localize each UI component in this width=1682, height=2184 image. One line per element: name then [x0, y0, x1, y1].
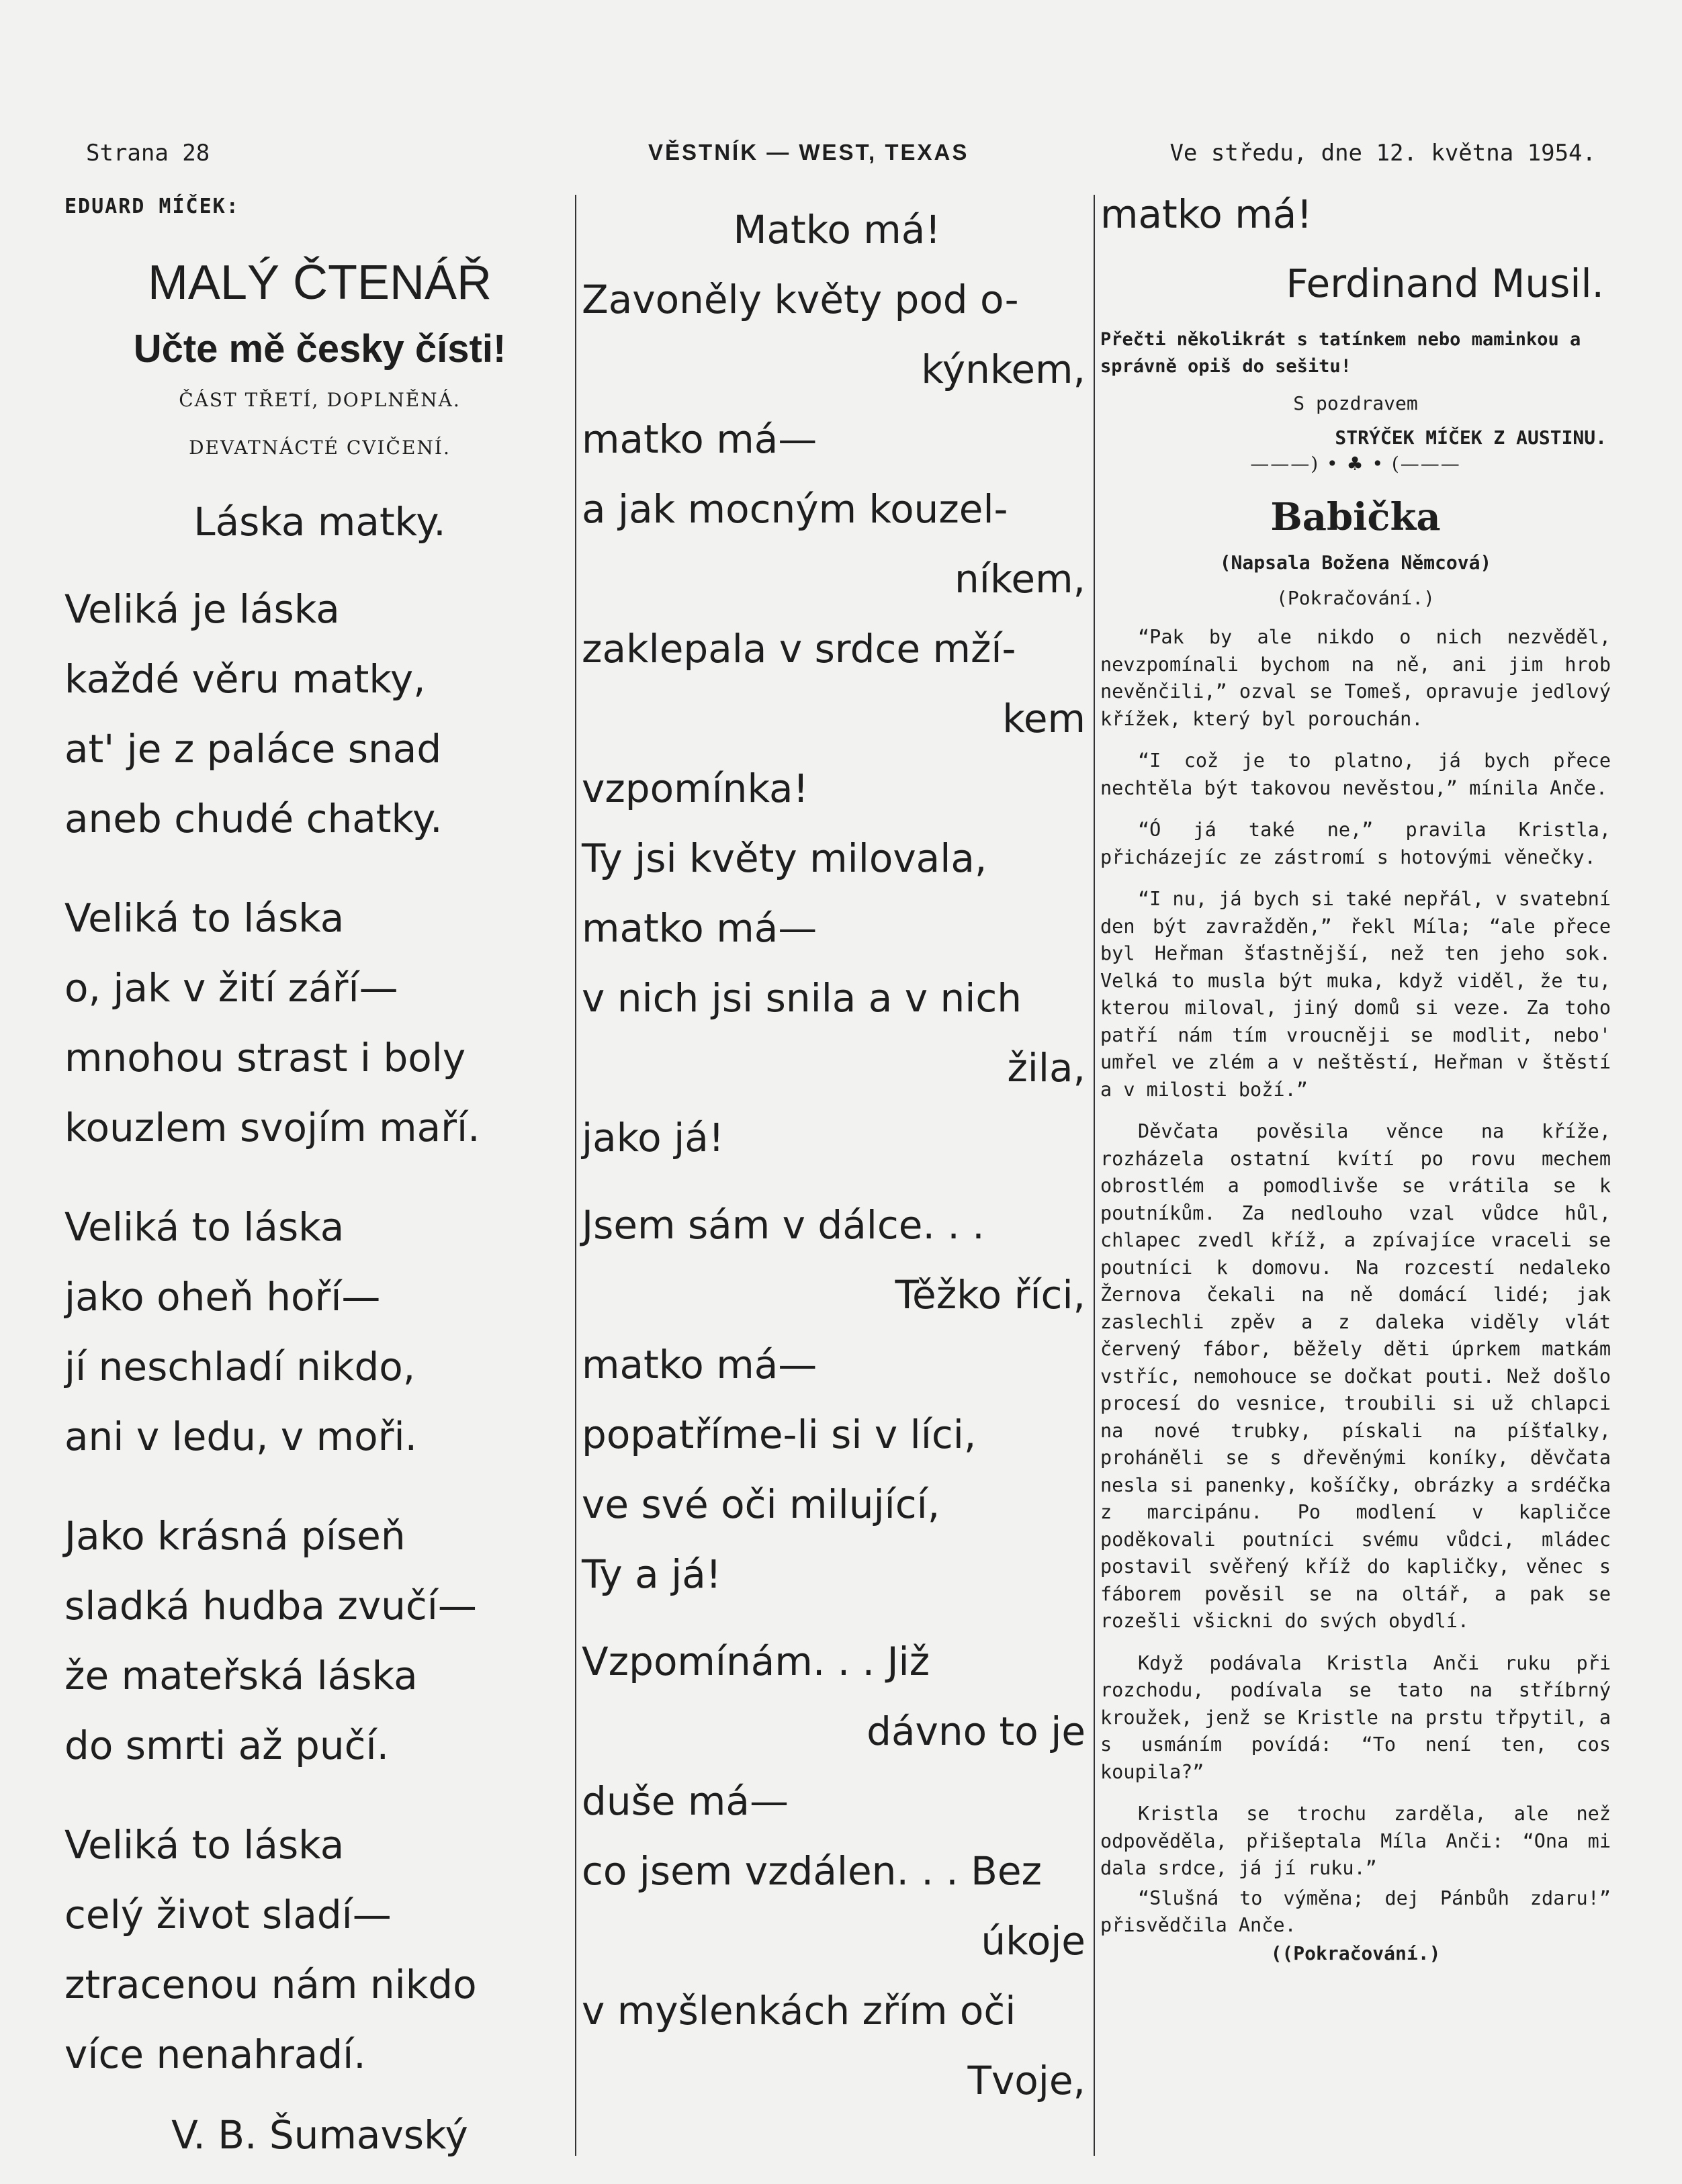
poem-line: jí neschladí nikdo,: [64, 1344, 416, 1390]
poem-line: mnohou strast i boly: [64, 1035, 466, 1081]
poem-line: Veliká to láska: [64, 1822, 345, 1868]
poem-line: at' je z paláce snad: [64, 726, 442, 772]
story-author: (Napsala Božena Němcová): [1219, 551, 1492, 574]
poem-signature: V. B. Šumavský: [171, 2112, 468, 2158]
ornament-divider: ———) • ♣ • (———: [1250, 453, 1461, 475]
poem-line: popatříme-li si v líci,: [582, 1412, 977, 1457]
poem-line: Tvoje,: [967, 2058, 1086, 2103]
story-paragraph: Děvčata pověsila věnce na kříže, rozházela ostatní kvítí po rovu mechem obrostlém a pomodlivše se vrátila se k poutníkům. Za nedlouho vzal vůdce hůl, chlapec zvedl kříž, a zpívajíce vraceli se poutníci k domovu. Na rozcestí nedaleko Žernova čekali na ně domácí lidé; jak zaslechli zpěv a z daleka viděly vlát červený fábor, běžely děti úprkem matkám vstříc, nemohouce se dočkat pouti. Než došlo procesí do vesnice, troubili si už chlapci na nové trubky, pískali na píšťalky, proháněli se s dřevěnými koníky, děvčata nesla si panenky, košíčky, obrázky a srdéčka z marcipánu. Po modlení v kapličce poděkovali poutníci svému vůdci, mládec postavil svěřený kříž do kapličky, věnec s fáborem pověsil se na oltář, a pak se rozešli všickni do svých obydlí.: [1100, 1120, 1611, 1632]
continuation-label: (Pokračování.): [1276, 587, 1435, 609]
continuation-end: ((Pokračování.): [1270, 1942, 1441, 1964]
poem-line: ani v ledu, v moři.: [64, 1414, 418, 1459]
poem-line: ztracenou nám nikdo: [64, 1962, 477, 2007]
poem-line: Veliká to láska: [64, 1204, 345, 1250]
column-story: [1100, 191, 1611, 1964]
poem-line: sladká hudba zvučí—: [64, 1583, 477, 1629]
column-reader: [64, 181, 575, 2158]
poem-line: matko má!: [1100, 191, 1313, 237]
issue-date: Ve středu, dne 12. května 1954.: [1169, 140, 1596, 167]
poem-line: v nich jsi snila a v nich: [582, 975, 1022, 1021]
page-header: [0, 140, 1682, 180]
part-label: ČÁST TŘETÍ, DOPLNĚNÁ.: [179, 389, 461, 411]
instruction-text: Přečti několikrát s tatínkem nebo maminkou a správně opiš do sešitu!: [1100, 329, 1581, 377]
poem-line: níkem,: [954, 556, 1086, 602]
poem-line: Ty a já!: [582, 1551, 722, 1597]
story-paragraph: “Pak by ale nikdo o nich nezvěděl, nevzpomínali bychom na ně, ani jim hrob nevěnčili,” ozval se Tomeš, opravuje jedlový křížek, který byl porouchán.: [1100, 626, 1611, 730]
poem-line: kem: [1002, 696, 1086, 741]
page-number: Strana 28: [86, 140, 210, 167]
poem-line: o, jak v žití září—: [64, 965, 398, 1011]
poem-line: dávno to je: [867, 1709, 1086, 1754]
section-subtitle: Učte mě česky čísti!: [133, 327, 506, 371]
poem-line: Veliká to láska: [64, 895, 345, 941]
story-paragraph: “Ó já také ne,” pravila Kristla, přicházejíc ze zástromí s hotovými věnečky.: [1100, 819, 1611, 868]
poem-line: úkoje: [981, 1918, 1086, 1964]
poem-line: jako oheň hoří—: [64, 1274, 381, 1320]
poem-line: co jsem vzdálen. . . Bez: [582, 1848, 1042, 1894]
poem-line: Veliká je láska: [64, 586, 340, 632]
story-paragraph: “I což je to platno, já bych přece nechtěla být takovou nevěstou,” mínila Anče.: [1100, 749, 1611, 799]
poem-line: matko má—: [582, 416, 817, 462]
poem-line: matko má—: [582, 1342, 817, 1387]
poem-line: Matko má!: [733, 207, 941, 253]
story-paragraph: Kristla se trochu zarděla, ale než odpověděla, přišeptala Míla Anči: “Ona mi dala srdce, já jí ruku.”: [1100, 1803, 1611, 1879]
poem-line: a jak mocným kouzel-: [582, 486, 1008, 532]
section-title: MALÝ ČTENÁŘ: [147, 256, 492, 310]
story-paragraph: Když podávala Kristla Anči ruku při rozchodu, podívala se tato na stříbrný kroužek, jenž se Kristle na prstu třpytil, a s usmáním povídá: “To není ten, cos koupila?”: [1100, 1651, 1611, 1783]
column-divider-left: [575, 195, 576, 2156]
poem-stanza: [64, 1501, 575, 1780]
story-title: Babička: [1270, 495, 1441, 539]
poem-stanza: [64, 1192, 575, 1471]
poem-line: každé věru matky,: [64, 656, 426, 702]
poem-line: Jsem sám v dálce. . .: [582, 1202, 985, 1248]
poem-stanza: [64, 574, 575, 854]
poem-line: že mateřská láska: [64, 1653, 418, 1698]
poem-line: jako já!: [582, 1115, 725, 1161]
poem-author: Ferdinand Musil.: [1286, 261, 1604, 306]
poem-line: do smrti až pučí.: [64, 1723, 390, 1768]
poem-line: kouzlem svojím maří.: [64, 1105, 480, 1150]
poem-line: Vzpomínám. . . Již: [582, 1639, 930, 1684]
poem-line: kýnkem,: [921, 347, 1086, 392]
column-author: EDUARD MÍČEK:: [64, 195, 240, 218]
poem-line: duše má—: [582, 1778, 789, 1824]
masthead: VĚSTNÍK — WEST, TEXAS: [648, 140, 969, 165]
poem-line: Těžko říci,: [895, 1272, 1086, 1318]
exercise-label: DEVATNÁCTÉ CVIČENÍ.: [189, 437, 451, 459]
sender-name: STRÝČEK MÍČEK Z AUSTINU.: [1335, 426, 1607, 449]
poem-line: celý život sladí—: [64, 1892, 392, 1938]
poem-line: Jako krásná píseň: [64, 1513, 406, 1559]
poem-line: více nenahradí.: [64, 2032, 366, 2077]
column-divider-right: [1094, 195, 1095, 2156]
story-paragraph: “I nu, já bych si také nepřál, v svatební den být zavražděn,” řekl Míla; “ale přece byl Heřman šťastnější, než ten jeho sok. Velká to musla být muka, když viděl, že tu, kterou miloval, jiný domů si veze. Za toho patří nám tím vroucněji se modlit, nebo' umřel ve zlém a v neštěstí, Heřman v štěstí a v milosti boží.”: [1100, 888, 1611, 1101]
poem-line: žila,: [1007, 1045, 1086, 1091]
poem-line: v myšlenkách zřím oči: [582, 1988, 1016, 2034]
poem-line: zaklepala v srdce mží-: [582, 626, 1016, 672]
poem-line: Ty jsi květy milovala,: [582, 835, 987, 881]
story-paragraph: “Slušná to výměna; dej Pánbůh zdaru!” přisvědčila Anče.: [1100, 1886, 1611, 1936]
greeting: S pozdravem: [1293, 392, 1418, 414]
poem-title: Láska matky.: [193, 499, 446, 545]
poem-line: Zavoněly květy pod o-: [582, 277, 1019, 322]
poem-line: matko má—: [582, 905, 817, 951]
poem-line: vzpomínka!: [582, 766, 809, 811]
poem-line: ve své oči milující,: [582, 1482, 940, 1527]
poem-stanza: [64, 883, 575, 1163]
poem-line: aneb chudé chatky.: [64, 796, 443, 841]
column-poem: [582, 195, 1092, 2115]
poem-stanza: [64, 1810, 575, 2089]
